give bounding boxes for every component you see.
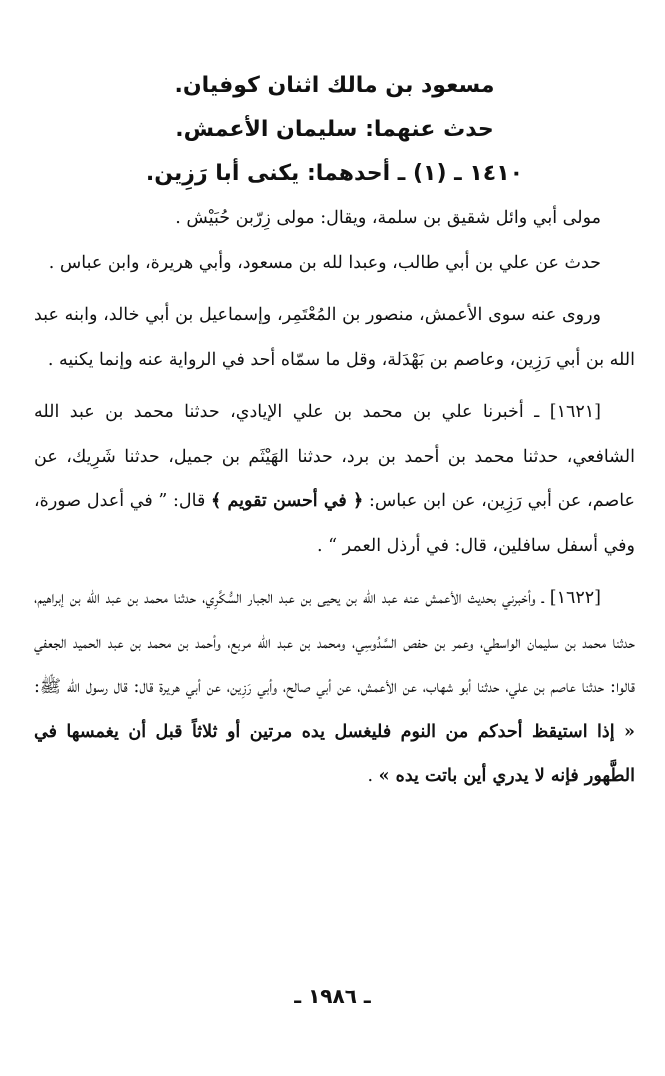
hadith-1622-isnad: [١٦٢٢] ـ وأخبرني بحديث الأعمش عنه عبد الله بن يحيى بن عبد الجبار السُّكَّرِي، حدثنا محمد بن عبد الله بن إبراهيم، حدثنا محمد بن سليمان الواسطي، وعمر بن حفص السَّدُوسِي، ومحمد بن عبد الله مربع، وأحمد بن محمد بن عبد الحميد الجعفي قالوا: حدثنا عاصم بن علي، حدثنا أبو شهاب، عن الأعمش، عن أبي صالح، وأبي رَزِين، عن أبي هريرة قال: قال رسول الله ﷺ: [34,588,635,697]
heading-narrated-by: حدث عنهما: سليمان الأعمش. [175,117,494,142]
entry-heading: ١٤١٠ ـ (١) ـ أحدهما: يكنى أبا رَزِين. [145,161,524,186]
page-number: ـ ١٩٨٦ ـ [294,984,371,1008]
hadith-1621-isnad: [١٦٢١] ـ أخبرنا علي بن محمد بن علي الإيادي، حدثنا محمد بن عبد الله الشافعي، حدثنا محمد بن أحمد بن برد، حدثنا الهَيْثَم بن جميل، حدثنا شَرِيك، عن عاصم، عن أبي رَزِين، عن ابن عباس: [34,402,635,511]
paragraph-hadith-1621 [34,390,635,568]
hadith-1621-matn: قال: ” في أعدل صورة، وفي أسفل سافلين، قال: في أرذل العمر “ . [34,491,635,556]
quran-verse: ﴿ في أحسن تقويم ﴾ [211,491,364,511]
paragraph-narrated-from: حدث عن علي بن أبي طالب، وعبدا لله بن مسعود، وأبي هريرة، وابن عباس . [48,252,601,273]
heading-narrators: مسعود بن مالك اثنان كوفيان. [174,73,495,98]
hadith-1622-end: . [367,766,379,786]
document-page [34,58,635,799]
paragraph-hadith-1622 [34,576,635,799]
hadith-1622-matn: « إذا استيقظ أحدكم من النوم فليغسل يده مرتين أو ثلاثاً قبل أن يغمسها في الطَّهور فإنه لا يدري أين باتت يده » [34,721,635,786]
paragraph-narrated-by-others: وروى عنه سوى الأعمش، منصور بن المُعْتَمِر، وإسماعيل بن أبي خالد، وابنه عبد الله بن أبي رَزِين، وعاصم بن بَهْدَلة، وقل ما سمّاه أحد في الرواية عنه وإنما يكنيه . [34,305,635,370]
paragraph-mawla: مولى أبي وائل شقيق بن سلمة، ويقال: مولى زِرّبن حُبَيْش . [175,208,601,228]
